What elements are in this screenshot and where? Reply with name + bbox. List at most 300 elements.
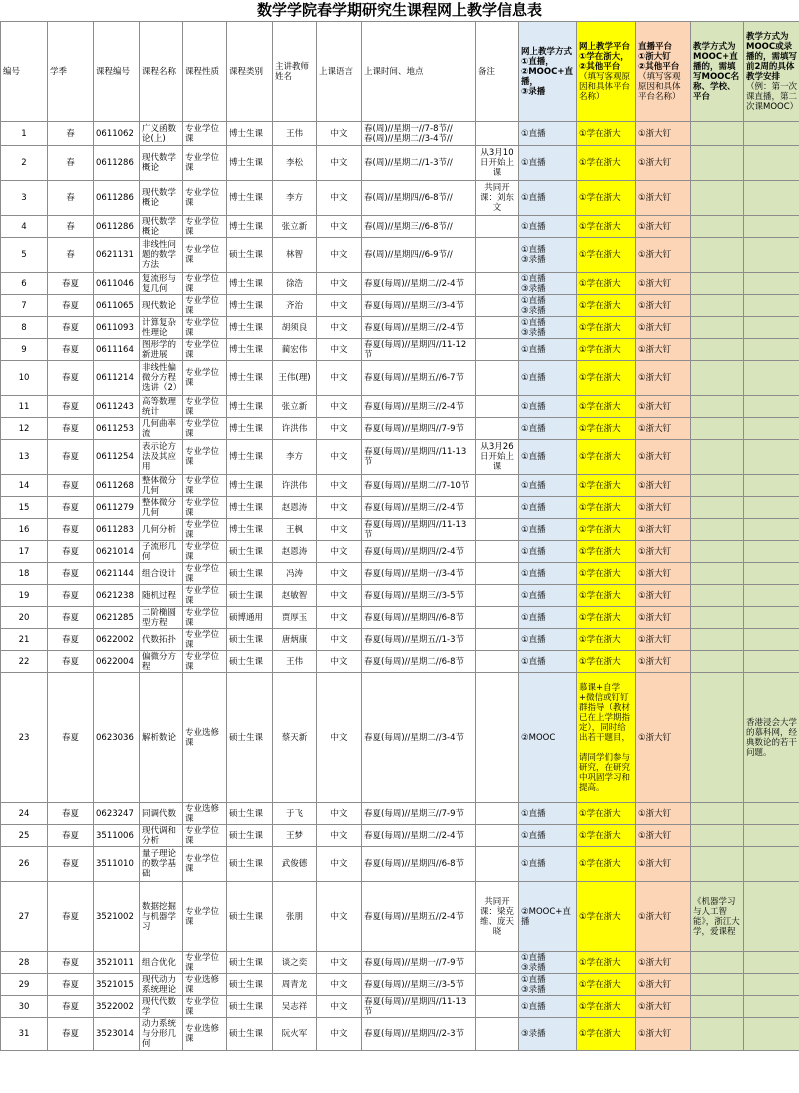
header-mooc-info[interactable]: 教学方式为MOOC+直播的，需填写MOOC名称、学校、平台 bbox=[691, 22, 744, 122]
cell-name[interactable]: 子流形几何 bbox=[140, 541, 183, 563]
cell-teacher[interactable]: 许洪伟 bbox=[273, 418, 317, 440]
cell-mooc-info[interactable] bbox=[691, 673, 744, 803]
cell-nature[interactable]: 专业学位课 bbox=[183, 216, 227, 238]
cell-teacher[interactable]: 王伟 bbox=[273, 651, 317, 673]
cell-name[interactable]: 解析数论 bbox=[140, 673, 183, 803]
cell-name[interactable]: 数据挖掘与机器学习 bbox=[140, 882, 183, 952]
cell-remark[interactable] bbox=[476, 673, 519, 803]
cell-platform[interactable]: ①学在浙大 bbox=[577, 1018, 636, 1051]
cell-teacher[interactable]: 冯涛 bbox=[273, 563, 317, 585]
cell-no[interactable]: 24 bbox=[1, 803, 48, 825]
cell-time[interactable]: 春夏(每周)//星期四//6-8节 bbox=[362, 607, 476, 629]
cell-live-platform[interactable]: ①浙大钉 bbox=[636, 418, 691, 440]
cell-category[interactable]: 博士生课 bbox=[227, 418, 273, 440]
cell-nature[interactable]: 专业学位课 bbox=[183, 651, 227, 673]
cell-platform[interactable]: ①学在浙大 bbox=[577, 396, 636, 418]
cell-time[interactable]: 春夏(每周)//星期五//1-3节 bbox=[362, 629, 476, 651]
cell-online-method[interactable]: ①直播 bbox=[519, 519, 577, 541]
cell-teacher[interactable]: 林智 bbox=[273, 238, 317, 273]
cell-name[interactable]: 二阶椭圆型方程 bbox=[140, 607, 183, 629]
cell-arrangement[interactable] bbox=[744, 847, 799, 882]
cell-arrangement[interactable] bbox=[744, 216, 799, 238]
cell-name[interactable]: 代数拓扑 bbox=[140, 629, 183, 651]
header-language[interactable]: 上课语言 bbox=[317, 22, 362, 122]
header-platform[interactable] bbox=[577, 22, 636, 122]
header-nature[interactable]: 课程性质 bbox=[183, 22, 227, 122]
cell-teacher[interactable]: 于飞 bbox=[273, 803, 317, 825]
cell-remark[interactable] bbox=[476, 847, 519, 882]
cell-mooc-info[interactable] bbox=[691, 519, 744, 541]
cell-no[interactable]: 29 bbox=[1, 974, 48, 996]
cell-online-method[interactable]: ①直播 bbox=[519, 339, 577, 361]
cell-mooc-info[interactable] bbox=[691, 339, 744, 361]
cell-live-platform[interactable]: ①浙大钉 bbox=[636, 519, 691, 541]
cell-teacher[interactable]: 张朋 bbox=[273, 882, 317, 952]
cell-language[interactable]: 中文 bbox=[317, 541, 362, 563]
cell-mooc-info[interactable] bbox=[691, 607, 744, 629]
cell-code[interactable]: 0611062 bbox=[94, 122, 140, 146]
cell-platform[interactable]: ①学在浙大 bbox=[577, 651, 636, 673]
cell-name[interactable]: 现代调和分析 bbox=[140, 825, 183, 847]
header-time[interactable]: 上课时间、地点 bbox=[362, 22, 476, 122]
cell-time[interactable]: 春(周)//星期四//6-8节// bbox=[362, 181, 476, 216]
cell-no[interactable]: 2 bbox=[1, 146, 48, 181]
cell-mooc-info[interactable] bbox=[691, 803, 744, 825]
cell-language[interactable]: 中文 bbox=[317, 519, 362, 541]
cell-no[interactable]: 1 bbox=[1, 122, 48, 146]
cell-online-method[interactable]: ①直播 bbox=[519, 146, 577, 181]
cell-name[interactable]: 复流形与复几何 bbox=[140, 273, 183, 295]
cell-remark[interactable] bbox=[476, 396, 519, 418]
cell-season[interactable]: 春夏 bbox=[48, 882, 94, 952]
cell-language[interactable]: 中文 bbox=[317, 216, 362, 238]
cell-time[interactable]: 春夏(每周)//星期四//2-4节 bbox=[362, 541, 476, 563]
cell-no[interactable]: 17 bbox=[1, 541, 48, 563]
cell-nature[interactable]: 专业选修课 bbox=[183, 673, 227, 803]
cell-online-method[interactable]: ①直播 bbox=[519, 475, 577, 497]
cell-no[interactable]: 8 bbox=[1, 317, 48, 339]
cell-remark[interactable] bbox=[476, 803, 519, 825]
cell-remark[interactable]: 共同开课：梁克维、庞天晓 bbox=[476, 882, 519, 952]
cell-live-platform[interactable]: ①浙大钉 bbox=[636, 847, 691, 882]
cell-remark[interactable]: 从3月26日开始上课 bbox=[476, 440, 519, 475]
cell-time[interactable]: 春(周)//星期一//7-8节// 春(周)//星期二//3-4节// bbox=[362, 122, 476, 146]
cell-platform[interactable]: ①学在浙大 bbox=[577, 146, 636, 181]
cell-season[interactable]: 春 bbox=[48, 122, 94, 146]
header-arrangement[interactable] bbox=[744, 22, 799, 122]
cell-online-method[interactable]: ①直播 ③录播 bbox=[519, 952, 577, 974]
cell-teacher[interactable]: 赵恩涛 bbox=[273, 541, 317, 563]
cell-nature[interactable]: 专业学位课 bbox=[183, 825, 227, 847]
cell-name[interactable]: 现代代数学 bbox=[140, 996, 183, 1018]
cell-no[interactable]: 31 bbox=[1, 1018, 48, 1051]
cell-nature[interactable]: 专业学位课 bbox=[183, 146, 227, 181]
cell-name[interactable]: 几何分析 bbox=[140, 519, 183, 541]
cell-nature[interactable]: 专业学位课 bbox=[183, 629, 227, 651]
cell-category[interactable]: 博士生课 bbox=[227, 497, 273, 519]
cell-time[interactable]: 春夏(每周)//星期三//2-4节 bbox=[362, 317, 476, 339]
cell-name[interactable]: 偏微分方程 bbox=[140, 651, 183, 673]
cell-language[interactable]: 中文 bbox=[317, 475, 362, 497]
cell-season[interactable]: 春夏 bbox=[48, 418, 94, 440]
cell-time[interactable]: 春夏(每周)//星期二//7-10节 bbox=[362, 475, 476, 497]
cell-nature[interactable]: 专业学位课 bbox=[183, 418, 227, 440]
cell-mooc-info[interactable] bbox=[691, 238, 744, 273]
cell-arrangement[interactable] bbox=[744, 996, 799, 1018]
cell-arrangement[interactable] bbox=[744, 396, 799, 418]
cell-live-platform[interactable]: ①浙大钉 bbox=[636, 396, 691, 418]
cell-remark[interactable] bbox=[476, 295, 519, 317]
cell-no[interactable]: 22 bbox=[1, 651, 48, 673]
cell-nature[interactable]: 专业学位课 bbox=[183, 847, 227, 882]
header-no[interactable]: 编号 bbox=[1, 22, 48, 122]
cell-live-platform[interactable]: ①浙大钉 bbox=[636, 607, 691, 629]
cell-mooc-info[interactable] bbox=[691, 1018, 744, 1051]
cell-platform[interactable]: ①学在浙大 bbox=[577, 295, 636, 317]
cell-language[interactable]: 中文 bbox=[317, 361, 362, 396]
header-live-platform[interactable] bbox=[636, 22, 691, 122]
cell-arrangement[interactable] bbox=[744, 122, 799, 146]
cell-no[interactable]: 21 bbox=[1, 629, 48, 651]
cell-code[interactable]: 0621238 bbox=[94, 585, 140, 607]
cell-language[interactable]: 中文 bbox=[317, 339, 362, 361]
cell-category[interactable]: 硕士生课 bbox=[227, 974, 273, 996]
cell-time[interactable]: 春夏(每周)//星期三//2-4节 bbox=[362, 497, 476, 519]
cell-category[interactable]: 硕博通用 bbox=[227, 607, 273, 629]
cell-season[interactable]: 春夏 bbox=[48, 629, 94, 651]
cell-online-method[interactable]: ①直播 ③录播 bbox=[519, 295, 577, 317]
cell-category[interactable]: 博士生课 bbox=[227, 396, 273, 418]
cell-category[interactable]: 博士生课 bbox=[227, 361, 273, 396]
cell-no[interactable]: 19 bbox=[1, 585, 48, 607]
cell-season[interactable]: 春夏 bbox=[48, 651, 94, 673]
cell-platform[interactable]: ①学在浙大 bbox=[577, 563, 636, 585]
cell-nature[interactable]: 专业学位课 bbox=[183, 996, 227, 1018]
cell-language[interactable]: 中文 bbox=[317, 418, 362, 440]
cell-category[interactable]: 博士生课 bbox=[227, 475, 273, 497]
cell-platform[interactable]: ①学在浙大 bbox=[577, 996, 636, 1018]
cell-teacher[interactable]: 贾厚玉 bbox=[273, 607, 317, 629]
cell-remark[interactable] bbox=[476, 418, 519, 440]
header-category[interactable]: 课程类别 bbox=[227, 22, 273, 122]
cell-live-platform[interactable]: ①浙大钉 bbox=[636, 273, 691, 295]
cell-arrangement[interactable] bbox=[744, 273, 799, 295]
cell-mooc-info[interactable] bbox=[691, 651, 744, 673]
cell-live-platform[interactable]: ①浙大钉 bbox=[636, 238, 691, 273]
cell-platform[interactable]: ①学在浙大 bbox=[577, 541, 636, 563]
cell-language[interactable]: 中文 bbox=[317, 440, 362, 475]
cell-code[interactable]: 3521011 bbox=[94, 952, 140, 974]
cell-remark[interactable] bbox=[476, 541, 519, 563]
cell-code[interactable]: 0621285 bbox=[94, 607, 140, 629]
cell-mooc-info[interactable] bbox=[691, 440, 744, 475]
cell-name[interactable]: 组合设计 bbox=[140, 563, 183, 585]
cell-mooc-info[interactable] bbox=[691, 181, 744, 216]
cell-remark[interactable] bbox=[476, 607, 519, 629]
cell-online-method[interactable]: ①直播 bbox=[519, 629, 577, 651]
cell-language[interactable]: 中文 bbox=[317, 273, 362, 295]
cell-code[interactable]: 0611243 bbox=[94, 396, 140, 418]
cell-remark[interactable]: 从3月10日开始上课 bbox=[476, 146, 519, 181]
cell-teacher[interactable]: 许洪伟 bbox=[273, 475, 317, 497]
cell-platform[interactable]: ①学在浙大 bbox=[577, 803, 636, 825]
cell-no[interactable]: 12 bbox=[1, 418, 48, 440]
cell-season[interactable]: 春夏 bbox=[48, 585, 94, 607]
cell-remark[interactable] bbox=[476, 1018, 519, 1051]
cell-remark[interactable] bbox=[476, 563, 519, 585]
cell-code[interactable]: 0611164 bbox=[94, 339, 140, 361]
cell-online-method[interactable]: ①直播 bbox=[519, 497, 577, 519]
cell-teacher[interactable]: 阮火军 bbox=[273, 1018, 317, 1051]
cell-online-method[interactable]: ②MOOC bbox=[519, 673, 577, 803]
cell-online-method[interactable]: ①直播 bbox=[519, 585, 577, 607]
cell-mooc-info[interactable] bbox=[691, 295, 744, 317]
cell-nature[interactable]: 专业学位课 bbox=[183, 541, 227, 563]
cell-online-method[interactable]: ①直播 bbox=[519, 440, 577, 475]
cell-time[interactable]: 春夏(每周)//星期四//11-12节 bbox=[362, 339, 476, 361]
cell-online-method[interactable]: ①直播 ③录播 bbox=[519, 238, 577, 273]
cell-remark[interactable] bbox=[476, 825, 519, 847]
cell-online-method[interactable]: ①直播 bbox=[519, 607, 577, 629]
cell-online-method[interactable]: ①直播 ③录播 bbox=[519, 317, 577, 339]
cell-online-method[interactable]: ①直播 ③录播 bbox=[519, 273, 577, 295]
cell-mooc-info[interactable] bbox=[691, 122, 744, 146]
cell-name[interactable]: 表示论方法及其应用 bbox=[140, 440, 183, 475]
cell-live-platform[interactable]: ①浙大钉 bbox=[636, 629, 691, 651]
cell-platform[interactable]: ①学在浙大 bbox=[577, 847, 636, 882]
cell-time[interactable]: 春(周)//星期四//6-9节// bbox=[362, 238, 476, 273]
cell-live-platform[interactable]: ①浙大钉 bbox=[636, 146, 691, 181]
cell-live-platform[interactable]: ①浙大钉 bbox=[636, 541, 691, 563]
cell-nature[interactable]: 专业选修课 bbox=[183, 803, 227, 825]
cell-category[interactable]: 博士生课 bbox=[227, 339, 273, 361]
cell-season[interactable]: 春夏 bbox=[48, 317, 94, 339]
cell-mooc-info[interactable] bbox=[691, 396, 744, 418]
cell-name[interactable]: 动力系统与分形几何 bbox=[140, 1018, 183, 1051]
cell-code[interactable]: 0611065 bbox=[94, 295, 140, 317]
cell-time[interactable]: 春夏(每周)//星期三//3-5节 bbox=[362, 974, 476, 996]
cell-mooc-info[interactable] bbox=[691, 273, 744, 295]
cell-time[interactable]: 春(周)//星期二//1-3节// bbox=[362, 146, 476, 181]
cell-name[interactable]: 量子理论的数学基础 bbox=[140, 847, 183, 882]
cell-remark[interactable] bbox=[476, 996, 519, 1018]
cell-time[interactable]: 春(周)//星期三//6-8节// bbox=[362, 216, 476, 238]
cell-season[interactable]: 春 bbox=[48, 238, 94, 273]
cell-arrangement[interactable] bbox=[744, 541, 799, 563]
cell-teacher[interactable]: 蔺宏伟 bbox=[273, 339, 317, 361]
cell-mooc-info[interactable] bbox=[691, 629, 744, 651]
cell-arrangement[interactable] bbox=[744, 585, 799, 607]
cell-live-platform[interactable]: ①浙大钉 bbox=[636, 317, 691, 339]
cell-platform[interactable]: ①学在浙大 bbox=[577, 607, 636, 629]
cell-season[interactable]: 春夏 bbox=[48, 396, 94, 418]
cell-live-platform[interactable]: ①浙大钉 bbox=[636, 295, 691, 317]
cell-mooc-info[interactable] bbox=[691, 216, 744, 238]
cell-category[interactable]: 博士生课 bbox=[227, 317, 273, 339]
cell-code[interactable]: 0611283 bbox=[94, 519, 140, 541]
cell-mooc-info[interactable] bbox=[691, 317, 744, 339]
cell-platform[interactable]: ①学在浙大 bbox=[577, 181, 636, 216]
cell-code[interactable]: 3521002 bbox=[94, 882, 140, 952]
cell-platform[interactable]: ①学在浙大 bbox=[577, 339, 636, 361]
cell-arrangement[interactable] bbox=[744, 803, 799, 825]
cell-category[interactable]: 硕士生课 bbox=[227, 996, 273, 1018]
cell-mooc-info[interactable] bbox=[691, 974, 744, 996]
cell-language[interactable]: 中文 bbox=[317, 146, 362, 181]
cell-platform[interactable]: ①学在浙大 bbox=[577, 974, 636, 996]
cell-mooc-info[interactable] bbox=[691, 497, 744, 519]
cell-live-platform[interactable]: ①浙大钉 bbox=[636, 673, 691, 803]
cell-category[interactable]: 硕士生课 bbox=[227, 238, 273, 273]
cell-nature[interactable]: 专业学位课 bbox=[183, 440, 227, 475]
cell-live-platform[interactable]: ①浙大钉 bbox=[636, 440, 691, 475]
cell-no[interactable]: 4 bbox=[1, 216, 48, 238]
header-code[interactable]: 课程编号 bbox=[94, 22, 140, 122]
cell-live-platform[interactable]: ①浙大钉 bbox=[636, 803, 691, 825]
cell-remark[interactable] bbox=[476, 273, 519, 295]
cell-mooc-info[interactable]: 《机器学习与人工智能》，浙江大学，爱课程 bbox=[691, 882, 744, 952]
cell-time[interactable]: 春夏(每周)//星期三//3-4节 bbox=[362, 295, 476, 317]
cell-live-platform[interactable]: ①浙大钉 bbox=[636, 475, 691, 497]
cell-nature[interactable]: 专业学位课 bbox=[183, 181, 227, 216]
cell-arrangement[interactable] bbox=[744, 882, 799, 952]
cell-online-method[interactable]: ①直播 bbox=[519, 396, 577, 418]
cell-time[interactable]: 春夏(每周)//星期四//11-13节 bbox=[362, 996, 476, 1018]
header-online-method[interactable] bbox=[519, 22, 577, 122]
cell-nature[interactable]: 专业学位课 bbox=[183, 882, 227, 952]
cell-season[interactable]: 春夏 bbox=[48, 273, 94, 295]
cell-category[interactable]: 硕士生课 bbox=[227, 952, 273, 974]
cell-platform[interactable]: ①学在浙大 bbox=[577, 216, 636, 238]
cell-live-platform[interactable]: ①浙大钉 bbox=[636, 651, 691, 673]
cell-code[interactable]: 0621014 bbox=[94, 541, 140, 563]
cell-arrangement[interactable] bbox=[744, 825, 799, 847]
cell-no[interactable]: 25 bbox=[1, 825, 48, 847]
cell-category[interactable]: 硕士生课 bbox=[227, 673, 273, 803]
cell-category[interactable]: 博士生课 bbox=[227, 181, 273, 216]
cell-category[interactable]: 硕士生课 bbox=[227, 629, 273, 651]
cell-code[interactable]: 0623247 bbox=[94, 803, 140, 825]
cell-code[interactable]: 0621131 bbox=[94, 238, 140, 273]
cell-nature[interactable]: 专业学位课 bbox=[183, 396, 227, 418]
cell-name[interactable]: 现代动力系统理论 bbox=[140, 974, 183, 996]
cell-code[interactable]: 0622004 bbox=[94, 651, 140, 673]
cell-code[interactable]: 0611279 bbox=[94, 497, 140, 519]
cell-online-method[interactable]: ①直播 bbox=[519, 181, 577, 216]
header-season[interactable]: 学季 bbox=[48, 22, 94, 122]
cell-nature[interactable]: 专业学位课 bbox=[183, 475, 227, 497]
cell-code[interactable]: 0611268 bbox=[94, 475, 140, 497]
cell-online-method[interactable]: ③录播 bbox=[519, 1018, 577, 1051]
cell-time[interactable]: 春夏(每周)//星期二//6-8节 bbox=[362, 651, 476, 673]
cell-online-method[interactable]: ①直播 bbox=[519, 216, 577, 238]
cell-arrangement[interactable] bbox=[744, 181, 799, 216]
cell-platform[interactable]: ①学在浙大 bbox=[577, 519, 636, 541]
cell-category[interactable]: 博士生课 bbox=[227, 440, 273, 475]
cell-platform[interactable]: ①学在浙大 bbox=[577, 418, 636, 440]
cell-language[interactable]: 中文 bbox=[317, 1018, 362, 1051]
cell-category[interactable]: 博士生课 bbox=[227, 122, 273, 146]
cell-arrangement[interactable] bbox=[744, 440, 799, 475]
cell-language[interactable]: 中文 bbox=[317, 122, 362, 146]
cell-language[interactable]: 中文 bbox=[317, 803, 362, 825]
cell-remark[interactable] bbox=[476, 339, 519, 361]
cell-no[interactable]: 16 bbox=[1, 519, 48, 541]
cell-live-platform[interactable]: ①浙大钉 bbox=[636, 216, 691, 238]
cell-nature[interactable]: 专业学位课 bbox=[183, 317, 227, 339]
cell-category[interactable]: 博士生课 bbox=[227, 519, 273, 541]
cell-platform[interactable]: ①学在浙大 bbox=[577, 475, 636, 497]
cell-mooc-info[interactable] bbox=[691, 475, 744, 497]
cell-remark[interactable] bbox=[476, 122, 519, 146]
cell-code[interactable]: 0611253 bbox=[94, 418, 140, 440]
cell-online-method[interactable]: ①直播 ③录播 bbox=[519, 974, 577, 996]
cell-category[interactable]: 博士生课 bbox=[227, 216, 273, 238]
cell-nature[interactable]: 专业学位课 bbox=[183, 607, 227, 629]
cell-language[interactable]: 中文 bbox=[317, 882, 362, 952]
cell-arrangement[interactable] bbox=[744, 317, 799, 339]
cell-teacher[interactable]: 赵恩涛 bbox=[273, 497, 317, 519]
cell-live-platform[interactable]: ①浙大钉 bbox=[636, 585, 691, 607]
cell-language[interactable]: 中文 bbox=[317, 585, 362, 607]
cell-no[interactable]: 28 bbox=[1, 952, 48, 974]
cell-code[interactable]: 0611046 bbox=[94, 273, 140, 295]
cell-mooc-info[interactable] bbox=[691, 418, 744, 440]
cell-language[interactable]: 中文 bbox=[317, 952, 362, 974]
cell-category[interactable]: 硕士生课 bbox=[227, 803, 273, 825]
cell-category[interactable]: 硕士生课 bbox=[227, 541, 273, 563]
cell-category[interactable]: 硕士生课 bbox=[227, 563, 273, 585]
cell-code[interactable]: 0611254 bbox=[94, 440, 140, 475]
cell-teacher[interactable]: 蔡天新 bbox=[273, 673, 317, 803]
cell-mooc-info[interactable] bbox=[691, 847, 744, 882]
cell-live-platform[interactable]: ①浙大钉 bbox=[636, 996, 691, 1018]
cell-live-platform[interactable]: ①浙大钉 bbox=[636, 361, 691, 396]
cell-online-method[interactable]: ①直播 bbox=[519, 651, 577, 673]
cell-code[interactable]: 3522002 bbox=[94, 996, 140, 1018]
cell-arrangement[interactable] bbox=[744, 146, 799, 181]
cell-name[interactable]: 几何曲率流 bbox=[140, 418, 183, 440]
cell-nature[interactable]: 专业学位课 bbox=[183, 519, 227, 541]
cell-name[interactable]: 现代数学概论 bbox=[140, 146, 183, 181]
cell-season[interactable]: 春夏 bbox=[48, 825, 94, 847]
cell-name[interactable]: 整体微分几何 bbox=[140, 475, 183, 497]
cell-platform[interactable]: ①学在浙大 bbox=[577, 273, 636, 295]
cell-no[interactable]: 30 bbox=[1, 996, 48, 1018]
cell-remark[interactable] bbox=[476, 974, 519, 996]
cell-language[interactable]: 中文 bbox=[317, 563, 362, 585]
cell-category[interactable]: 硕士生课 bbox=[227, 847, 273, 882]
cell-nature[interactable]: 专业学位课 bbox=[183, 585, 227, 607]
cell-remark[interactable] bbox=[476, 317, 519, 339]
cell-platform[interactable]: ①学在浙大 bbox=[577, 825, 636, 847]
cell-nature[interactable]: 专业选修课 bbox=[183, 1018, 227, 1051]
cell-category[interactable]: 博士生课 bbox=[227, 273, 273, 295]
header-teacher[interactable]: 主讲教师姓名 bbox=[273, 22, 317, 122]
cell-time[interactable]: 春夏(每周)//星期四//6-8节 bbox=[362, 847, 476, 882]
cell-time[interactable]: 春夏(每周)//星期一//7-9节 bbox=[362, 952, 476, 974]
cell-name[interactable]: 随机过程 bbox=[140, 585, 183, 607]
cell-nature[interactable]: 专业学位课 bbox=[183, 273, 227, 295]
cell-remark[interactable] bbox=[476, 952, 519, 974]
cell-code[interactable]: 0622002 bbox=[94, 629, 140, 651]
cell-arrangement[interactable] bbox=[744, 629, 799, 651]
cell-time[interactable]: 春夏(每周)//星期四//2-3节 bbox=[362, 1018, 476, 1051]
cell-language[interactable]: 中文 bbox=[317, 317, 362, 339]
cell-nature[interactable]: 专业学位课 bbox=[183, 122, 227, 146]
cell-live-platform[interactable]: ①浙大钉 bbox=[636, 882, 691, 952]
cell-season[interactable]: 春夏 bbox=[48, 339, 94, 361]
